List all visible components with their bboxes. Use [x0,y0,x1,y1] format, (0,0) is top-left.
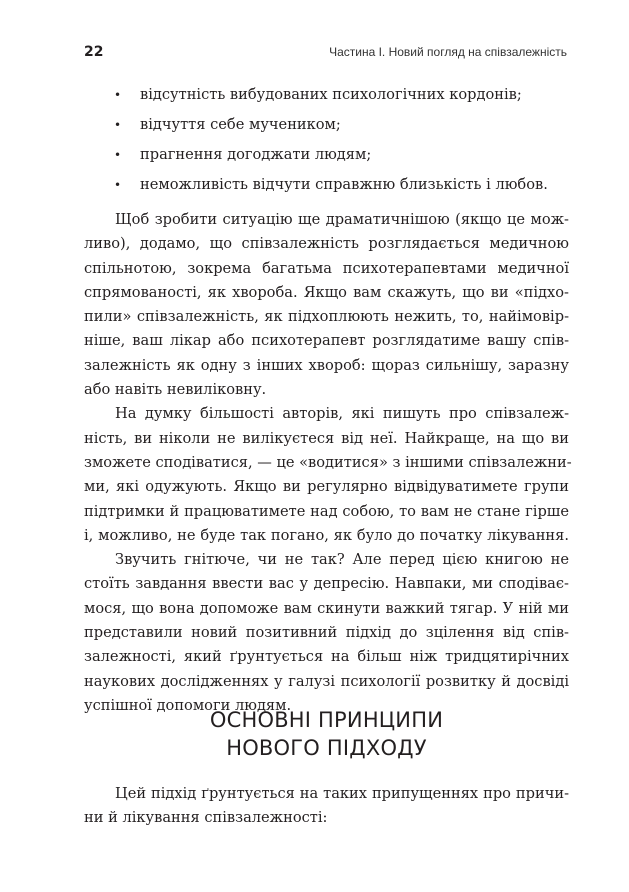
bullet-icon: • [114,88,122,102]
text-line: залежність як одну з інших хвороб: щораз сильнішу, заразну [84,356,569,374]
paragraph [84,208,569,402]
text-line: спрямованості, як хвороба. Якщо вам скажуть, що ви «підхо- [84,283,569,301]
bullet-icon: • [114,148,122,162]
text-line: спільнотою, зокрема багатьма психотерапевтами медичної [84,259,569,277]
list-item-text: відчуття себе мучеником; [140,116,341,133]
bullet-icon: • [114,178,122,192]
section-heading-line: ОСНОВНІ ПРИНЦИПИ [209,708,444,732]
list-item-text: відсутність вибудованих психологічних кордонів; [140,86,522,103]
body-text [84,208,572,718]
list-item-text: прагнення догоджати людям; [140,146,372,163]
list-item-text: неможливість відчути справжню близькість і любов. [140,176,548,193]
paragraph [84,548,569,718]
text-line: ність, ви ніколи не вилікуєтеся від неї. Найкраще, на що ви [84,429,569,447]
text-line: ніше, ваш лікар або психотерапевт розглядатиме вашу спів- [84,332,569,350]
text-line: Цей підхід ґрунтується на таких припущеннях про причи- [115,785,569,802]
section-heading-line: НОВОГО ПІДХОДУ [226,736,427,760]
section-heading [84,706,569,762]
text-line: підтримки й працюватимете над собою, то вам не стане гірше [84,502,569,520]
paragraph [84,402,572,548]
text-line: залежності, який ґрунтується на більш ніж тридцятирічних [84,648,569,666]
text-line: Звучить гнітюче, чи не так? Але перед цією книгою не [115,551,569,569]
text-line: успішної допомоги людям. [84,696,292,714]
text-line: пили» співзалежність, як підхоплюють нежить, то, найімовір- [84,308,569,326]
bullet-list [84,80,569,200]
list-item [84,110,569,140]
text-line: або навіть невиліковну. [84,381,267,399]
text-line: На думку більшості авторів, які пишуть про співзалеж- [115,405,569,423]
text-line: зможете сподіватися, — це «водитися» з іншими співзалежни- [84,453,572,471]
running-head: Частина I. Новий погляд на співзалежність [329,45,567,59]
text-line: стоїть завдання ввести вас у депресію. Навпаки, ми сподіває- [84,575,569,593]
text-line: мося, що вона допоможе вам скинути важкий тягар. У ній ми [84,599,569,617]
text-line: ми, які одужують. Якщо ви регулярно відвідуватимете групи [84,478,569,496]
intro-paragraph [84,782,569,831]
bullet-icon: • [114,118,122,132]
text-line: Щоб зробити ситуацію ще драматичнішою (якщо це мож- [115,211,569,228]
text-line: наукових дослідженнях у галузі психології розвитку й досвіді [84,672,569,690]
text-line: ливо), додамо, що співзалежність розглядається медичною [84,235,569,253]
text-line: представили новий позитивний підхід до зцілення від спів- [84,624,569,642]
list-item [84,80,569,110]
text-line: і, можливо, не буде так погано, як було до початку лікування. [84,526,569,544]
list-item [84,170,569,200]
text-line: ни й лікування співзалежності: [84,809,328,827]
list-item [84,140,569,170]
page-number: 22 [84,44,104,60]
